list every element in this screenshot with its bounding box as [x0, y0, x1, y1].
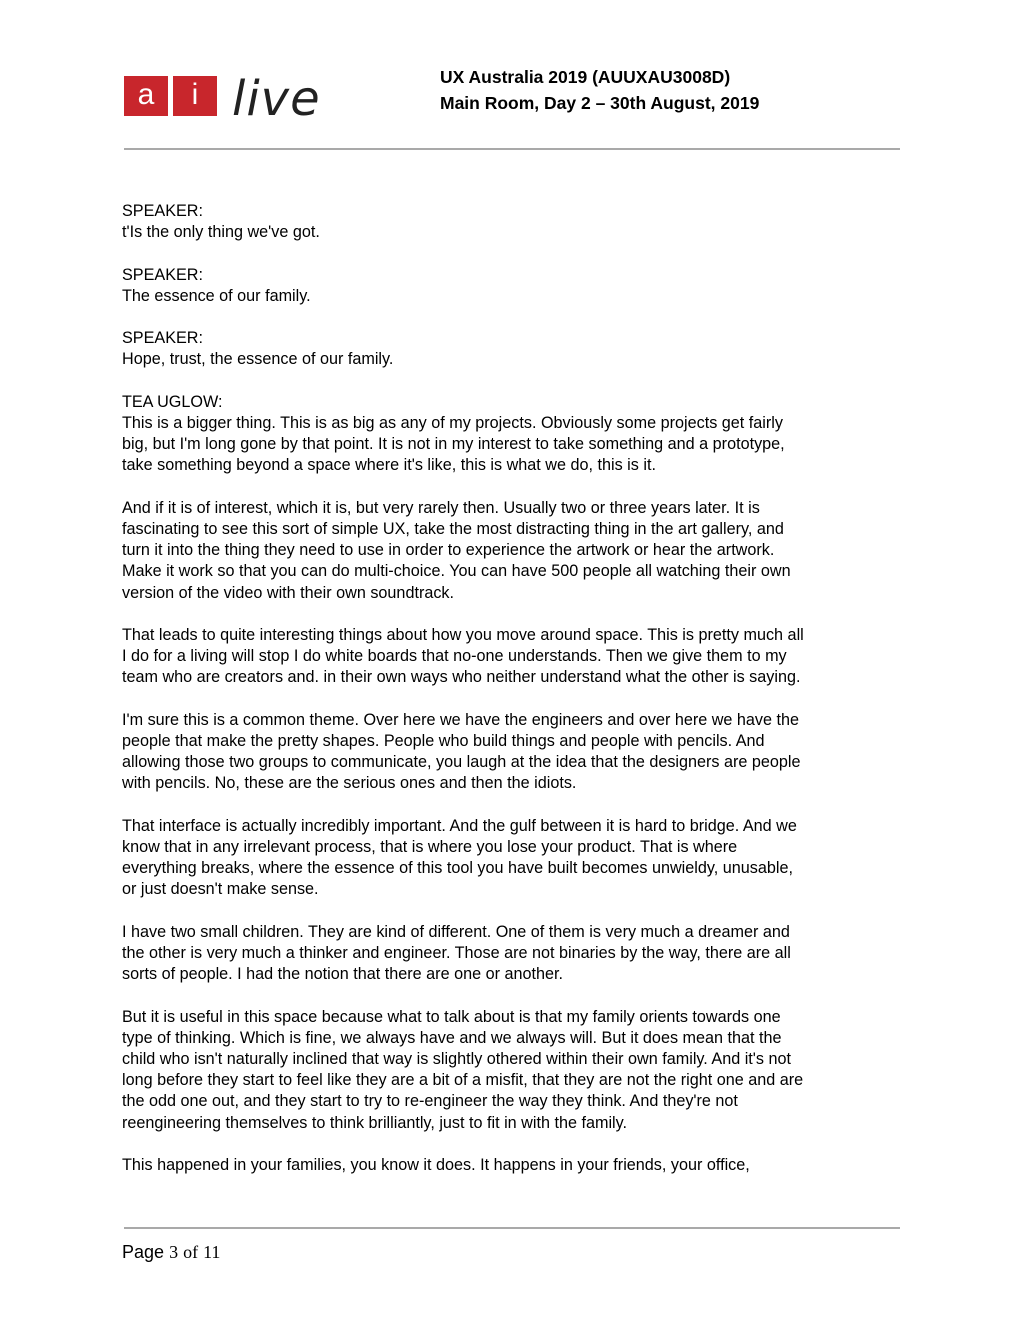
transcript-line: I do for a living will stop I do white boards that no-one understands. Then we give them to my: [122, 647, 787, 666]
speaker-label: TEA UGLOW:: [122, 392, 223, 411]
transcript-paragraph: [122, 816, 912, 901]
transcript-line: everything breaks, where the essence of this tool you have built becomes unwieldy, unusable,: [122, 859, 793, 878]
transcript-line: turn it into the thing they need to use in order to experience the artwork or hear the artwork.: [122, 541, 775, 560]
logo-letter-a: a: [124, 76, 168, 116]
transcript-paragraph: [122, 710, 912, 795]
page-label: Page: [122, 1242, 165, 1262]
ai-live-logo: [124, 71, 344, 130]
document-header: [440, 64, 759, 116]
transcript-line: take something beyond a space where it's like, this is what we do, this is it.: [122, 456, 656, 475]
transcript-line: long before they start to feel like they are a bit of a misfit, that they are not the right one and are: [122, 1071, 804, 1090]
transcript-paragraph: [122, 328, 912, 370]
transcript-line: I'm sure this is a common theme. Over here we have the engineers and over here we have the: [122, 710, 800, 729]
transcript-line: This happened in your families, you know it does. It happens in your friends, your office,: [122, 1155, 750, 1174]
logo-letter-i: i: [173, 76, 217, 116]
header-divider: [124, 148, 900, 150]
transcript-line: or just doesn't make sense.: [122, 880, 319, 899]
transcript-line: Hope, trust, the essence of our family.: [122, 350, 394, 369]
transcript-line: big, but I'm long gone by that point. It is not in my interest to take something and a prototype,: [122, 435, 785, 454]
speaker-label: SPEAKER:: [122, 202, 203, 220]
speaker-label: SPEAKER:: [122, 329, 203, 348]
transcript-line: Make it work so that you can do multi-choice. You can have 500 people all watching their own: [122, 562, 791, 581]
transcript-line: I have two small children. They are kind of different. One of them is very much a dreamer and: [122, 922, 790, 941]
transcript-line: t'Is the only thing we've got.: [122, 223, 320, 242]
transcript-line: reengineering themselves to think brilliantly, just to fit in with the family.: [122, 1113, 628, 1132]
transcript-line: allowing those two groups to communicate, you laugh at the idea that the designers are people: [122, 753, 801, 772]
transcript-line: But it is useful in this space because what to talk about is that my family orients towards one: [122, 1007, 781, 1026]
event-title: UX Australia 2019 (AUUXAU3008D): [440, 67, 731, 87]
transcript-body: [122, 201, 912, 1197]
footer-divider: [124, 1227, 900, 1229]
transcript-line: with pencils. No, these are the serious ones and then the idiots.: [122, 774, 577, 793]
transcript-line: That interface is actually incredibly important. And the gulf between it is hard to bridge. And we: [122, 816, 797, 835]
page-footer: [122, 1240, 220, 1264]
transcript-line: child who isn't naturally inclined that way is slightly othered within their own family. And it's not: [122, 1049, 791, 1068]
session-info: Main Room, Day 2 – 30th August, 2019: [440, 93, 760, 113]
transcript-line: type of thinking. Which is fine, we always have and we always will. But it does mean that the: [122, 1028, 782, 1047]
transcript-paragraph: [122, 625, 912, 689]
transcript-paragraph: [122, 1155, 912, 1176]
transcript-line: the odd one out, and they start to try to re-engineer the way they think. And they're not: [122, 1092, 738, 1111]
transcript-line: team who are creators and. in their own ways who neither understand what the other is saying.: [122, 668, 801, 687]
transcript-paragraph: [122, 498, 912, 604]
transcript-line: the other is very much a thinker and engineer. Those are not binaries by the way, there are all: [122, 943, 791, 962]
transcript-paragraph: [122, 201, 912, 243]
page-of: of: [183, 1242, 199, 1262]
page-total: 11: [203, 1242, 221, 1262]
transcript-line: And if it is of interest, which it is, but very rarely then. Usually two or three years later. It is: [122, 498, 760, 517]
transcript-paragraph: [122, 392, 912, 477]
transcript-line: The essence of our family.: [122, 286, 311, 305]
speaker-label: SPEAKER:: [122, 265, 203, 284]
page-current: 3: [169, 1242, 179, 1262]
transcript-line: sorts of people. I had the notion that there are one or another.: [122, 965, 563, 984]
transcript-line: people that make the pretty shapes. People who build things and people with pencils. And: [122, 731, 765, 750]
transcript-line: fascinating to see this sort of simple UX, take the most distracting thing in the art gallery, and: [122, 519, 784, 538]
transcript-paragraph: [122, 265, 912, 307]
transcript-paragraph: [122, 922, 912, 986]
logo-live-wordmark: live: [232, 71, 321, 127]
transcript-line: know that in any irrelevant process, that is where you lose your product. That is where: [122, 837, 738, 856]
transcript-line: This is a bigger thing. This is as big as any of my projects. Obviously some projects get fairly: [122, 413, 783, 432]
transcript-line: version of the video with their own soundtrack.: [122, 583, 455, 602]
transcript-line: That leads to quite interesting things about how you move around space. This is pretty much all: [122, 625, 804, 644]
transcript-paragraph: [122, 1007, 912, 1134]
